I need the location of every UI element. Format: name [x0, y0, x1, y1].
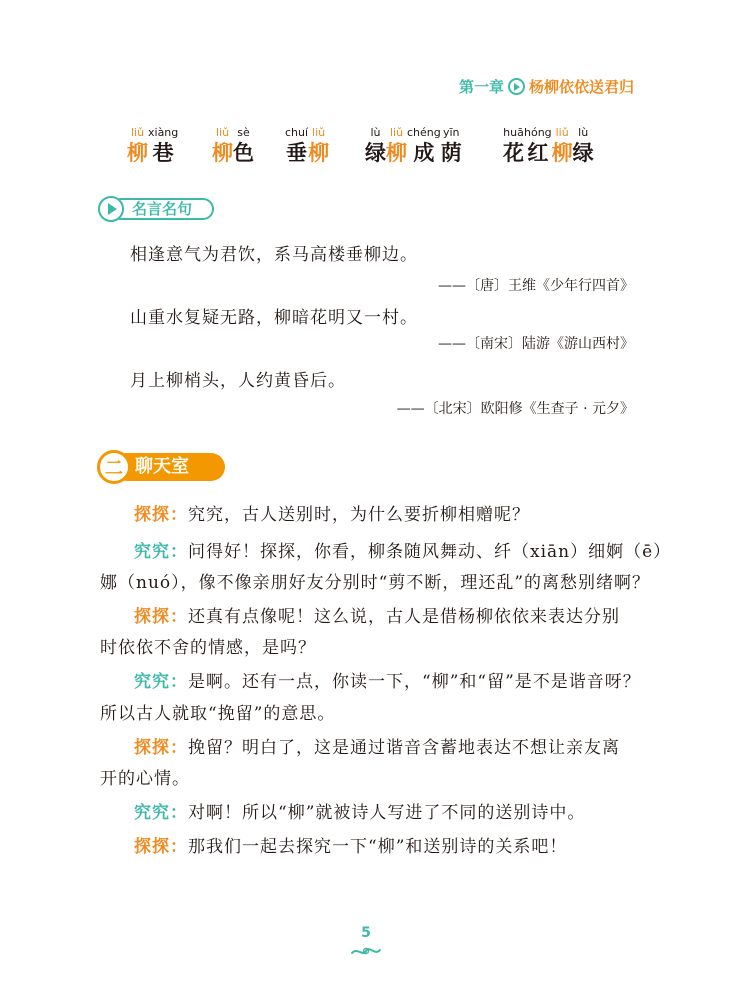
quote-text: 山重水复疑无路，柳暗花明又一村。	[130, 308, 418, 328]
quote-text: 相逢意气为君饮，系马高楼垂柳边。	[130, 245, 418, 265]
speaker-tantan: 探探：	[134, 607, 188, 627]
pinyin: liǔ	[555, 126, 569, 139]
chapter-title: 杨柳依依送君归	[528, 78, 634, 96]
hanzi: 绿	[572, 141, 594, 165]
speaker-jiujiu: 究究：	[134, 672, 188, 692]
hanzi: 垂	[286, 141, 308, 165]
dialogue-line	[134, 602, 620, 627]
vocab-word	[365, 126, 462, 165]
chapter-label: 第一章	[458, 78, 504, 96]
vocab-word	[503, 126, 594, 165]
hanzi: 柳	[551, 141, 573, 165]
pinyin: chuí	[285, 126, 309, 139]
speaker-jiujiu: 究究：	[134, 542, 188, 562]
hanzi: 荫	[440, 141, 462, 165]
vocab-word	[212, 126, 254, 165]
pinyin: yīn	[442, 126, 460, 139]
dialogue-line	[100, 633, 316, 658]
speaker-jiujiu: 究究：	[134, 803, 188, 823]
hanzi: 柳	[386, 141, 407, 165]
dialogue-line	[100, 568, 650, 593]
quote-text: 月上柳梢头，人约黄昏后。	[130, 371, 346, 391]
play-icon	[98, 196, 124, 222]
dialogue-line	[134, 733, 620, 758]
page-number: 5	[361, 925, 371, 941]
section-title-pill	[110, 198, 214, 220]
dialogue-text: 还真有点像呢！这么说，古人是借杨柳依依来表达分别	[188, 607, 620, 627]
dialogue-text: 那我们一起去探究一下“柳”和送别诗的关系吧！	[188, 837, 568, 857]
hanzi: 花	[503, 141, 524, 165]
section-famous-quotes	[98, 196, 215, 222]
quote-source: ——〔唐〕王维《少年行四首》	[438, 278, 634, 294]
vocab-word	[285, 126, 329, 165]
dialogue-text: 时依依不舍的情感，是吗？	[100, 638, 316, 658]
play-icon	[508, 78, 525, 95]
speaker-tantan: 探探：	[134, 505, 188, 525]
pinyin: lù	[370, 126, 381, 139]
dialogue-line	[134, 500, 530, 525]
pinyin: liǔ	[312, 126, 326, 139]
dialogue-line	[134, 832, 567, 857]
hanzi: 色	[233, 141, 254, 165]
pinyin: lù	[578, 126, 589, 139]
vocab-word	[127, 126, 178, 165]
section-chat-room	[97, 449, 225, 483]
dialogue-line	[134, 537, 671, 562]
pinyin: xiàng	[148, 126, 179, 139]
dialogue-text: 对啊！所以“柳”就被诗人写进了不同的送别诗中。	[188, 803, 586, 823]
dialogue-text: 所以古人就取“挽留”的意思。	[100, 704, 336, 724]
dialogue-line	[100, 764, 190, 789]
dialogue-line	[134, 798, 585, 823]
hanzi: 柳	[212, 141, 233, 165]
dialogue-text: 究究，古人送别时，为什么要折柳相赠呢？	[188, 505, 530, 525]
quote-source: ——〔北宋〕欧阳修《生查子 · 元夕》	[396, 401, 634, 417]
section-title: 名言名句	[132, 200, 193, 218]
pinyin: chéng	[407, 126, 441, 139]
dialogue-text: 挽留？明白了，这是通过谐音含蓄地表达不想让亲友离	[188, 738, 620, 758]
section-number: 二	[97, 450, 131, 484]
dialogue-text: 是啊。还有一点，你读一下，“柳”和“留”是不是谐音呀？	[188, 672, 641, 692]
pinyin: hóng	[524, 126, 552, 139]
pinyin: liǔ	[130, 126, 145, 139]
dialogue-line	[134, 667, 641, 692]
hanzi: 成	[413, 141, 435, 165]
hanzi: 红	[527, 141, 549, 165]
hanzi: 柳	[308, 141, 330, 165]
dialogue-line	[100, 699, 335, 724]
pinyin: sè	[237, 126, 250, 139]
dialogue-text: 问得好！探探，你看，柳条随风舞动、纤（xiān）细婀（ē）	[188, 542, 672, 562]
pinyin: liǔ	[215, 126, 230, 139]
dialogue-text: 开的心情。	[100, 769, 190, 789]
hanzi: 绿	[365, 141, 386, 165]
hanzi: 巷	[152, 141, 174, 165]
dialogue-text: 娜（nuó），像不像亲朋好友分别时“剪不断，理还乱”的离愁别绪啊？	[100, 573, 651, 593]
section-title: 聊天室	[135, 456, 189, 477]
speaker-tantan: 探探：	[134, 837, 188, 857]
chapter-header	[459, 76, 634, 97]
quote-source: ——〔南宋〕陆游《游山西村》	[438, 336, 634, 352]
vocabulary-row	[127, 126, 627, 170]
speaker-tantan: 探探：	[134, 738, 188, 758]
hanzi: 柳	[127, 141, 148, 165]
swirl-ornament-icon	[349, 944, 383, 958]
pinyin: liǔ	[389, 126, 404, 139]
pinyin: huā	[503, 126, 524, 139]
